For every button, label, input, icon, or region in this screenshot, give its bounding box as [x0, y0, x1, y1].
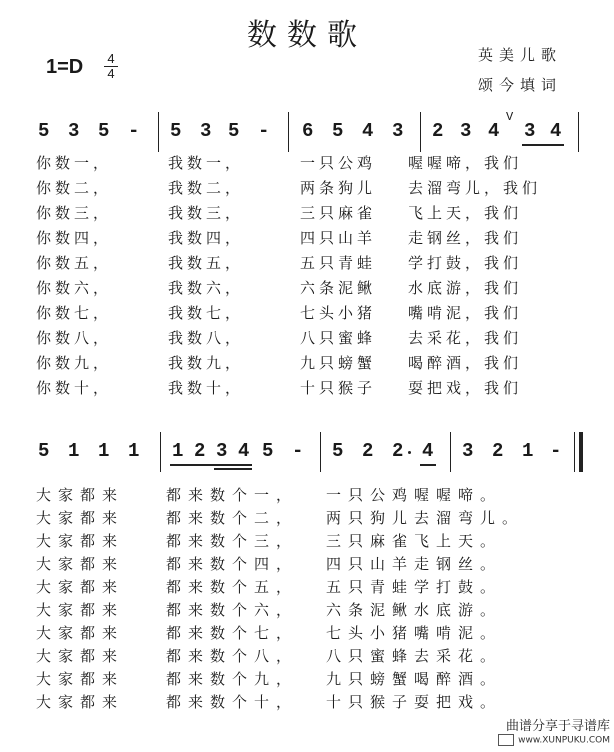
lyric-cell: 五只青蛙学打鼓。 — [326, 578, 503, 596]
dash: - — [128, 120, 140, 142]
lyric-cell: 你数九， — [36, 354, 113, 372]
lyric-cell: 一只公鸡喔喔啼。 — [326, 486, 503, 504]
lyric-cell: 三只麻雀 — [300, 204, 377, 222]
note: 1 — [98, 440, 110, 462]
note: 5 — [38, 440, 50, 462]
watermark-url — [498, 734, 610, 746]
note: 5 — [228, 120, 240, 142]
underline-eighth — [420, 464, 436, 466]
lyric-cell: 都来数个二， — [166, 509, 299, 527]
lyric-cell: 六条泥鳅水底游。 — [326, 601, 503, 619]
note: 5 — [332, 440, 344, 462]
note: 2 — [492, 440, 504, 462]
note: 1 — [172, 440, 184, 462]
note: 5 — [38, 120, 50, 142]
underline-sixteenth — [214, 468, 252, 470]
lyric-cell: 都来数个五， — [166, 578, 299, 596]
lyric-cell: 两只狗儿去溜弯儿。 — [326, 509, 525, 527]
final-barline-thin — [574, 432, 575, 472]
lyric-cell: 两条狗儿 — [300, 179, 377, 197]
note: 4 — [422, 440, 434, 462]
lyric-cell: 你数六， — [36, 279, 113, 297]
lyric-row — [0, 599, 614, 623]
barline — [420, 112, 421, 152]
lyric-cell: 大家都来 — [36, 624, 125, 642]
lyric-cell: 都来数个九， — [166, 670, 299, 688]
lyric-cell: 我数九， — [168, 354, 245, 372]
lyric-cell: 八只蜜蜂去采花。 — [326, 647, 503, 665]
key-signature: 1=D — [46, 56, 84, 78]
breath-mark: V — [506, 110, 514, 124]
lyric-cell: 我数五， — [168, 254, 245, 272]
time-signature-bottom: 4 — [107, 66, 115, 81]
notation-line-1 — [30, 112, 590, 152]
barline — [450, 432, 451, 472]
lyric-row — [0, 622, 614, 646]
lyric-cell: 九只螃蟹 — [300, 354, 377, 372]
lyric-cell: 学打鼓，我们 — [408, 254, 523, 272]
lyric-cell: 我数十， — [168, 379, 245, 397]
lyric-cell: 大家都来 — [36, 486, 125, 504]
lyric-cell: 去溜弯儿，我们 — [408, 179, 542, 197]
lyric-cell: 走钢丝，我们 — [408, 229, 523, 247]
lyric-cell: 一只公鸡 — [300, 154, 377, 172]
lyric-row — [0, 227, 614, 251]
barline — [158, 112, 159, 152]
lyric-cell: 你数五， — [36, 254, 113, 272]
lyric-cell: 都来数个六， — [166, 601, 299, 619]
lyric-row — [0, 484, 614, 508]
lyrics-block-1 — [0, 152, 614, 402]
watermark-url-text: www.XUNPUKU.COM — [518, 735, 610, 746]
lyric-row — [0, 327, 614, 351]
lyric-row — [0, 277, 614, 301]
lyric-cell: 你数八， — [36, 329, 113, 347]
lyric-cell: 八只蜜蜂 — [300, 329, 377, 347]
time-signature — [104, 52, 118, 81]
lyric-cell: 大家都来 — [36, 601, 125, 619]
note: 5 — [98, 120, 110, 142]
notation-line-2 — [30, 432, 590, 472]
note: 6 — [302, 120, 314, 142]
lyric-cell: 你数四， — [36, 229, 113, 247]
final-barline-thick — [579, 432, 583, 472]
note: 4 — [238, 440, 250, 462]
lyric-cell: 大家都来 — [36, 647, 125, 665]
lyric-cell: 你数三， — [36, 204, 113, 222]
note: 4 — [488, 120, 500, 142]
time-signature-top: 4 — [104, 52, 118, 67]
dash: - — [258, 120, 270, 142]
lyric-cell: 五只青蛙 — [300, 254, 377, 272]
lyric-cell: 七头小猪 — [300, 304, 377, 322]
lyric-cell: 你数二， — [36, 179, 113, 197]
lyric-cell: 水底游，我们 — [408, 279, 523, 297]
lyric-row — [0, 553, 614, 577]
note: 2 — [432, 120, 444, 142]
lyric-cell: 大家都来 — [36, 670, 125, 688]
lyric-cell: 都来数个一， — [166, 486, 299, 504]
lyric-cell: 七头小猪嘴啃泥。 — [326, 624, 503, 642]
dash: - — [550, 440, 562, 462]
lyric-row — [0, 576, 614, 600]
lyric-cell: 都来数个八， — [166, 647, 299, 665]
lyric-cell: 耍把戏，我们 — [408, 379, 523, 397]
lyric-cell: 都来数个三， — [166, 532, 299, 550]
lyric-cell: 大家都来 — [36, 509, 125, 527]
note: 2 — [194, 440, 206, 462]
note: 1 — [128, 440, 140, 462]
lyric-row — [0, 691, 614, 715]
lyricist-credit: 颂今填词 — [478, 76, 563, 94]
note: 4 — [550, 120, 562, 142]
lyric-cell: 嘴啃泥，我们 — [408, 304, 523, 322]
note: 3 — [392, 120, 404, 142]
lyric-cell: 六条泥鳅 — [300, 279, 377, 297]
note: 4 — [362, 120, 374, 142]
note: 5 — [170, 120, 182, 142]
lyric-row — [0, 507, 614, 531]
lyric-row — [0, 202, 614, 226]
lyric-cell: 大家都来 — [36, 555, 125, 573]
lyric-cell: 都来数个十， — [166, 693, 299, 711]
lyric-cell: 我数三， — [168, 204, 245, 222]
lyric-cell: 飞上天，我们 — [408, 204, 523, 222]
note: 3 — [200, 120, 212, 142]
lyric-cell: 都来数个四， — [166, 555, 299, 573]
lyric-cell: 三只麻雀飞上天。 — [326, 532, 503, 550]
lyric-cell: 大家都来 — [36, 693, 125, 711]
lyric-row — [0, 668, 614, 692]
note: 1 — [522, 440, 534, 462]
note: 1 — [68, 440, 80, 462]
barline — [578, 112, 579, 152]
dot-rhythm — [408, 451, 411, 454]
lyrics-block-2 — [0, 484, 614, 734]
note: 3 — [462, 440, 474, 462]
site-watermark — [498, 715, 610, 746]
lyric-row — [0, 352, 614, 376]
song-title: 数数歌 — [247, 18, 367, 53]
barline — [160, 432, 161, 472]
lyric-cell: 四只山羊 — [300, 229, 377, 247]
lyric-row — [0, 177, 614, 201]
lyric-cell: 你数十， — [36, 379, 113, 397]
note: 5 — [332, 120, 344, 142]
lyric-cell: 大家都来 — [36, 532, 125, 550]
note: 3 — [68, 120, 80, 142]
lyric-cell: 我数六， — [168, 279, 245, 297]
lyric-cell: 去采花，我们 — [408, 329, 523, 347]
lyric-cell: 喝醉酒，我们 — [408, 354, 523, 372]
lyric-cell: 四只山羊走钢丝。 — [326, 555, 503, 573]
origin-credit: 英美儿歌 — [478, 46, 563, 64]
lyric-row — [0, 252, 614, 276]
lyric-row — [0, 530, 614, 554]
lyric-cell: 我数二， — [168, 179, 245, 197]
note: 2 — [362, 440, 374, 462]
note: 2 — [392, 440, 404, 462]
lyric-row — [0, 377, 614, 401]
lyric-cell: 你数一， — [36, 154, 113, 172]
lyric-cell: 你数七， — [36, 304, 113, 322]
note: 3 — [460, 120, 472, 142]
lyric-cell: 十只猴子耍把戏。 — [326, 693, 503, 711]
lyric-cell: 十只猴子 — [300, 379, 377, 397]
lyric-cell: 喔喔啼，我们 — [408, 154, 523, 172]
barline — [320, 432, 321, 472]
dash: - — [292, 440, 304, 462]
note: 5 — [262, 440, 274, 462]
lyric-cell: 九只螃蟹喝醉酒。 — [326, 670, 503, 688]
underline-eighth — [522, 144, 564, 146]
lyric-row — [0, 645, 614, 669]
lyric-cell: 我数一， — [168, 154, 245, 172]
lyric-cell: 我数四， — [168, 229, 245, 247]
lyric-row — [0, 152, 614, 176]
logo-icon — [498, 734, 514, 746]
barline — [288, 112, 289, 152]
lyric-cell: 我数七， — [168, 304, 245, 322]
note: 3 — [524, 120, 536, 142]
note: 3 — [216, 440, 228, 462]
lyric-cell: 都来数个七， — [166, 624, 299, 642]
underline-eighth — [170, 464, 252, 466]
lyric-cell: 我数八， — [168, 329, 245, 347]
lyric-cell: 大家都来 — [36, 578, 125, 596]
watermark-text: 曲谱分享于寻谱库 — [505, 719, 610, 734]
lyric-row — [0, 302, 614, 326]
